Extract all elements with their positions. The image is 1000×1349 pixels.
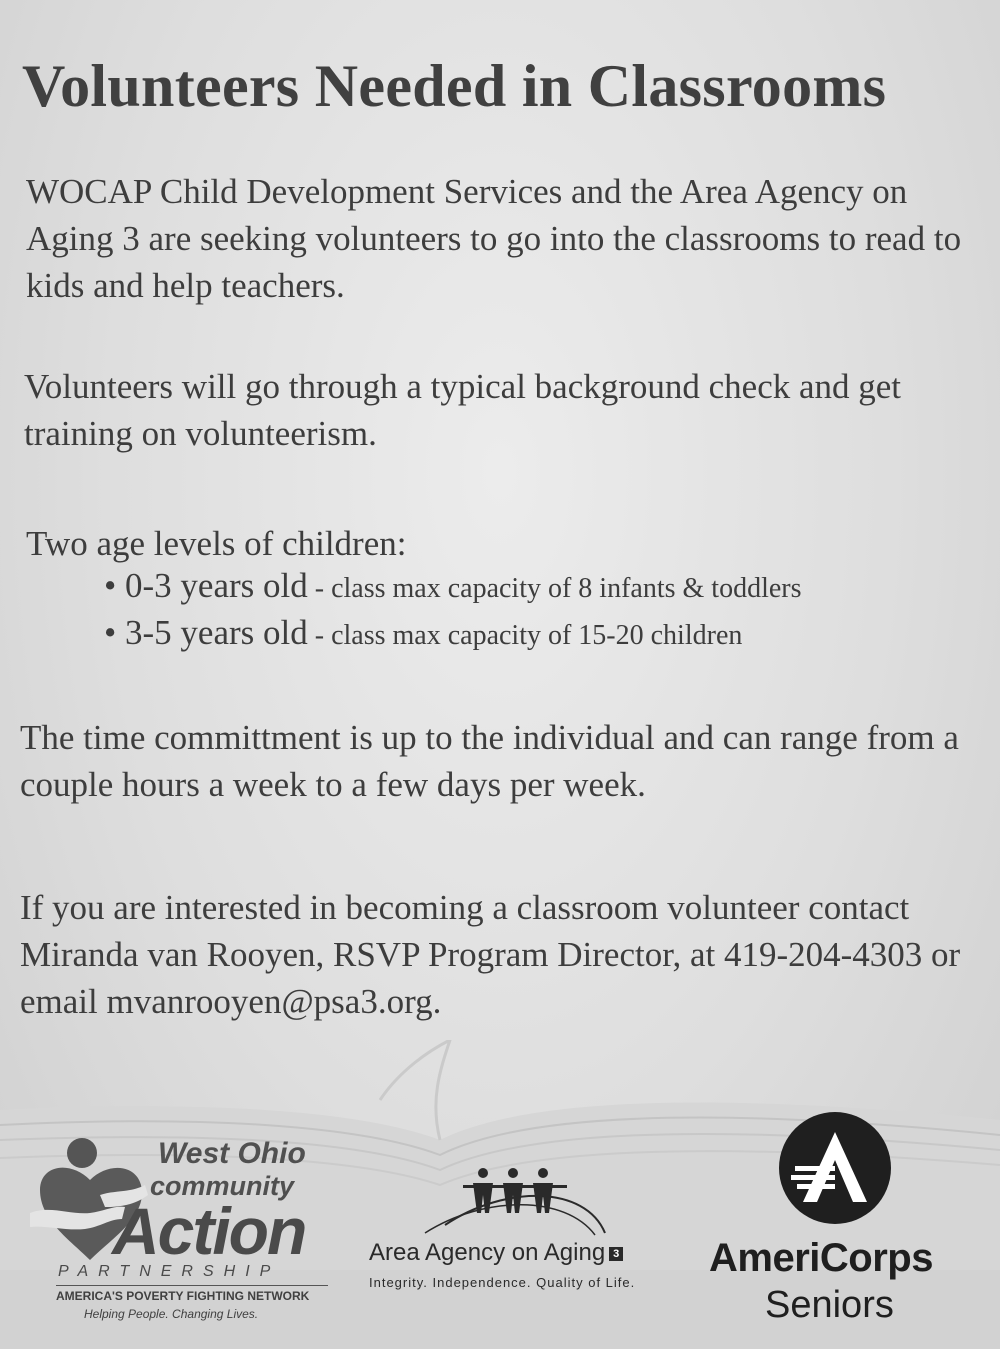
aaa-name-text: Area Agency on Aging	[369, 1239, 606, 1266]
background-paragraph: Volunteers will go through a typical background check and get training on volunteerism.	[24, 367, 902, 453]
age-detail: - class max capacity of 15-20 children	[307, 620, 743, 651]
age-level-item	[104, 566, 802, 606]
age-level-item	[104, 613, 742, 653]
wocap-divider	[56, 1285, 328, 1286]
wocap-line-slogan: Helping People. Changing Lives.	[84, 1307, 259, 1321]
area-agency-on-aging-logo	[365, 1165, 695, 1295]
intro-paragraph: WOCAP Child Development Services and the Area Agency on Aging 3 are seeking volunteers to go into the classrooms to read to kids and help teachers.	[26, 172, 962, 305]
three-people-arc-icon	[365, 1165, 695, 1237]
americorps-name: AmeriCorps	[709, 1236, 933, 1280]
wocap-line-community: community	[150, 1171, 295, 1201]
time-commitment-paragraph: The time committment is up to the individual and can range from a couple hours a week to a few days per week.	[20, 718, 959, 804]
age-levels-heading: Two age levels of children:	[26, 524, 407, 563]
americorps-sub: Seniors	[765, 1284, 894, 1326]
page-title: Volunteers Needed in Classrooms	[22, 53, 887, 119]
wocap-line-west-ohio: West Ohio	[158, 1137, 306, 1170]
bullet-mark: •	[104, 566, 117, 605]
americorps-a-icon	[777, 1110, 893, 1226]
wocap-line-network: AMERICA'S POVERTY FIGHTING NETWORK	[56, 1289, 310, 1303]
wocap-line-partnership: PARTNERSHIP	[58, 1263, 281, 1280]
contact-paragraph: If you are interested in becoming a classroom volunteer contact Miranda van Rooyen, RSVP Program Director, at 419-204-4303 or email mvanrooyen@psa3.org.	[20, 888, 961, 1021]
aaa-name	[369, 1239, 623, 1267]
age-range: 3-5 years old	[125, 613, 308, 652]
bullet-mark: •	[104, 613, 117, 652]
age-range: 0-3 years old	[125, 566, 308, 605]
age-detail: - class max capacity of 8 infants & toddlers	[307, 573, 802, 604]
aaa-tagline: Integrity. Independence. Quality of Life.	[369, 1275, 636, 1290]
americorps-seniors-logo	[705, 1110, 975, 1330]
wocap-line-action: Action	[112, 1194, 306, 1268]
aaa-number-badge: 3	[609, 1247, 623, 1261]
wocap-logo	[30, 1135, 330, 1335]
